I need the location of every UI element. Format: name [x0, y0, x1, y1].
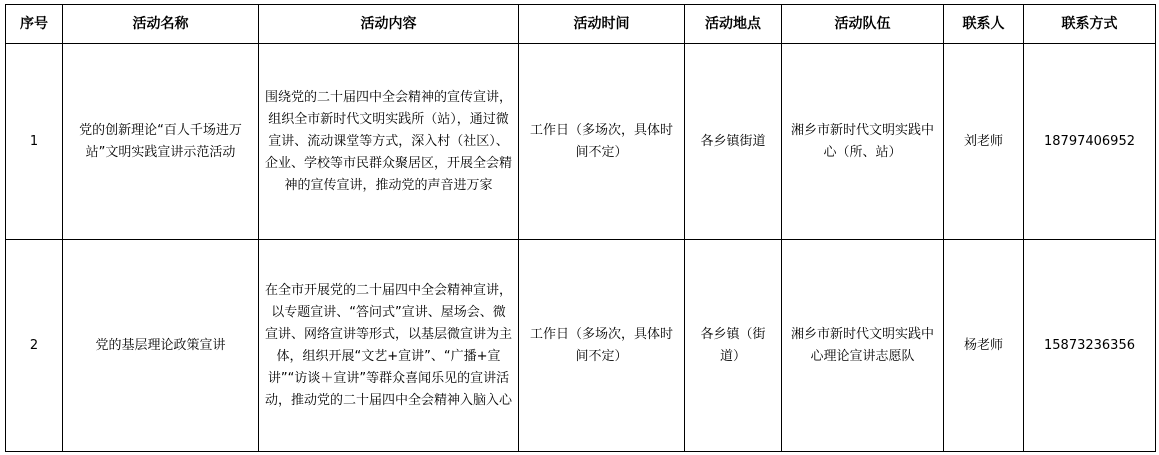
- activity-table: [5, 4, 1156, 452]
- table-row: [6, 44, 1156, 240]
- cell-content: 围绕党的二十届四中全会精神的宣传宣讲，组织全市新时代文明实践所（站），通过微宣讲、流动课堂等方式，深入村（社区）、企业、学校等市民群众聚居区，开展全会精神的宣传宣讲，推动党的声音进万家: [259, 44, 519, 240]
- header-team: 活动队伍: [782, 5, 944, 44]
- header-row: [6, 5, 1156, 44]
- table-row: [6, 240, 1156, 452]
- cell-content: 在全市开展党的二十届四中全会精神宣讲，以专题宣讲、“答问式”宣讲、屋场会、微宣讲、网络宣讲等形式，以基层微宣讲为主体，组织开展“文艺+宣讲”、“广播+宣讲”“访谈＋宣讲”等群众喜闻乐见的宣讲活动，推动党的二十届四中全会精神入脑入心: [259, 240, 519, 452]
- cell-contact: 刘老师: [944, 44, 1024, 240]
- header-time: 活动时间: [519, 5, 685, 44]
- header-content: 活动内容: [259, 5, 519, 44]
- header-contact: 联系人: [944, 5, 1024, 44]
- cell-phone: 15873236356: [1024, 240, 1156, 452]
- cell-name: 党的基层理论政策宣讲: [63, 240, 259, 452]
- cell-team: 湘乡市新时代文明实践中心理论宣讲志愿队: [782, 240, 944, 452]
- header-phone: 联系方式: [1024, 5, 1156, 44]
- cell-contact: 杨老师: [944, 240, 1024, 452]
- header-no: 序号: [6, 5, 63, 44]
- cell-team: 湘乡市新时代文明实践中心（所、站）: [782, 44, 944, 240]
- cell-phone: 18797406952: [1024, 44, 1156, 240]
- cell-time: 工作日（多场次，具体时间不定）: [519, 240, 685, 452]
- cell-time: 工作日（多场次，具体时间不定）: [519, 44, 685, 240]
- cell-place: 各乡镇街道: [685, 44, 782, 240]
- header-name: 活动名称: [63, 5, 259, 44]
- cell-no: 2: [6, 240, 63, 452]
- cell-no: 1: [6, 44, 63, 240]
- header-place: 活动地点: [685, 5, 782, 44]
- cell-place: 各乡镇（街道）: [685, 240, 782, 452]
- cell-name: 党的创新理论“百人千场进万站”文明实践宣讲示范活动: [63, 44, 259, 240]
